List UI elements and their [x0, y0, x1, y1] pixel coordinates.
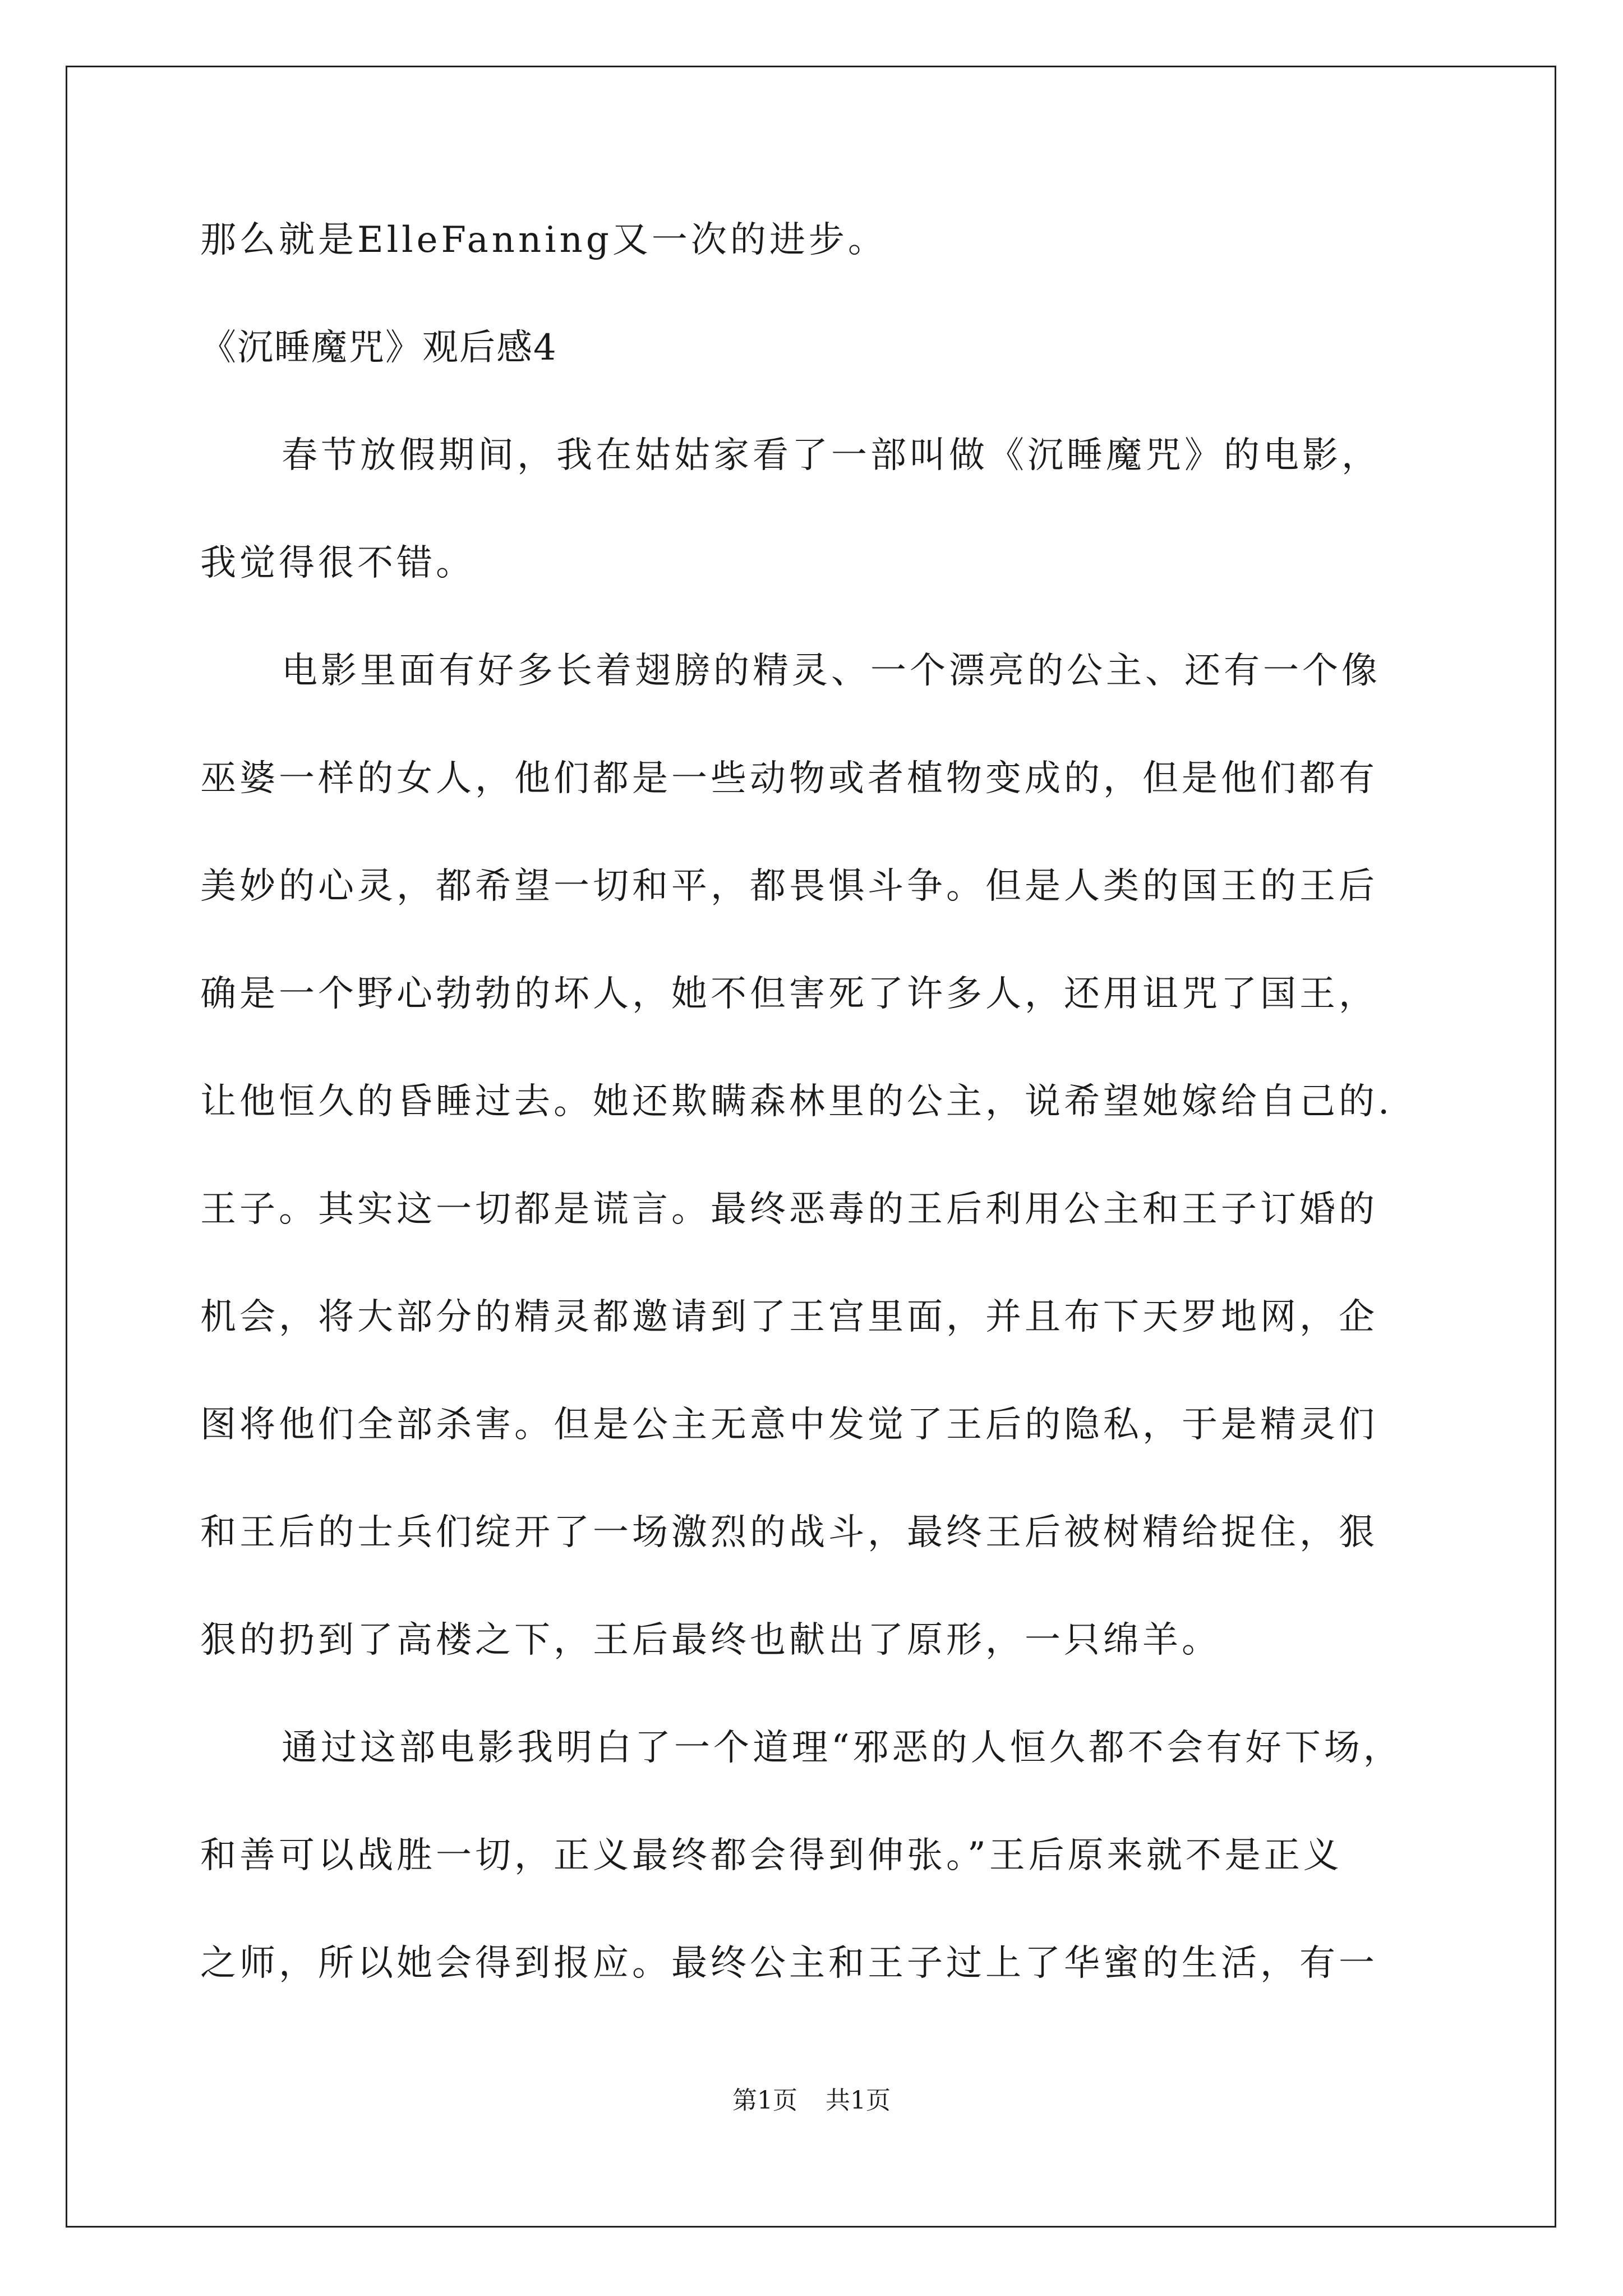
paragraph-line: 确是一个野心勃勃的坏人，她不但害死了许多人，还用诅咒了国王， — [200, 973, 1378, 1015]
paragraph-line: 让他恒久的昏睡过去。她还欺瞒森林里的公主，说希望她嫁给自己的. — [200, 1081, 1393, 1122]
paragraph-line: 通过这部电影我明白了一个道理“邪恶的人恒久都不会有好下场， — [282, 1727, 1403, 1769]
paragraph-line: 我觉得很不错。 — [200, 542, 475, 584]
paragraph-line: 和王后的士兵们绽开了一场激烈的战斗，最终王后被树精给捉住，狠 — [200, 1512, 1378, 1553]
body-line: 那么就是ElleFanning又一次的进步。 — [200, 219, 887, 261]
paragraph-line: 巫婆一样的女人，他们都是一些动物或者植物变成的，但是他们都有 — [200, 758, 1378, 799]
paragraph-line: 春节放假期间，我在姑姑家看了一部叫做《沉睡魔咒》的电影， — [282, 435, 1381, 476]
paragraph-line: 之师，所以她会得到报应。最终公主和王子过上了华蜜的生活，有一 — [200, 1943, 1378, 1984]
paragraph-line: 电影里面有好多长着翅膀的精灵、一个漂亮的公主、还有一个像 — [282, 650, 1381, 692]
document-body — [200, 213, 1456, 1990]
page-number: 第1页 — [732, 2086, 797, 2115]
paragraph-line: 图将他们全部杀害。但是公主无意中发觉了王后的隐私，于是精灵们 — [200, 1404, 1378, 1446]
paragraph-line: 机会，将大部分的精灵都邀请到了王宫里面，并且布下天罗地网，企 — [200, 1296, 1378, 1338]
paragraph-line: 王子。其实这一切都是谎言。最终恶毒的王后利用公主和王子订婚的 — [200, 1189, 1378, 1230]
page-footer — [0, 2084, 1623, 2118]
paragraph-line: 狠的扔到了高楼之下，王后最终也献出了原形，一只绵羊。 — [200, 1619, 1221, 1661]
paragraph-line: 和善可以战胜一切，正义最终都会得到伸张。”王后原来就不是正义 — [200, 1835, 1343, 1876]
page-total: 共1页 — [826, 2086, 891, 2115]
section-heading: 《沉睡魔咒》观后感4 — [200, 327, 557, 369]
paragraph-line: 美妙的心灵，都希望一切和平，都畏惧斗争。但是人类的国王的王后 — [200, 866, 1378, 907]
